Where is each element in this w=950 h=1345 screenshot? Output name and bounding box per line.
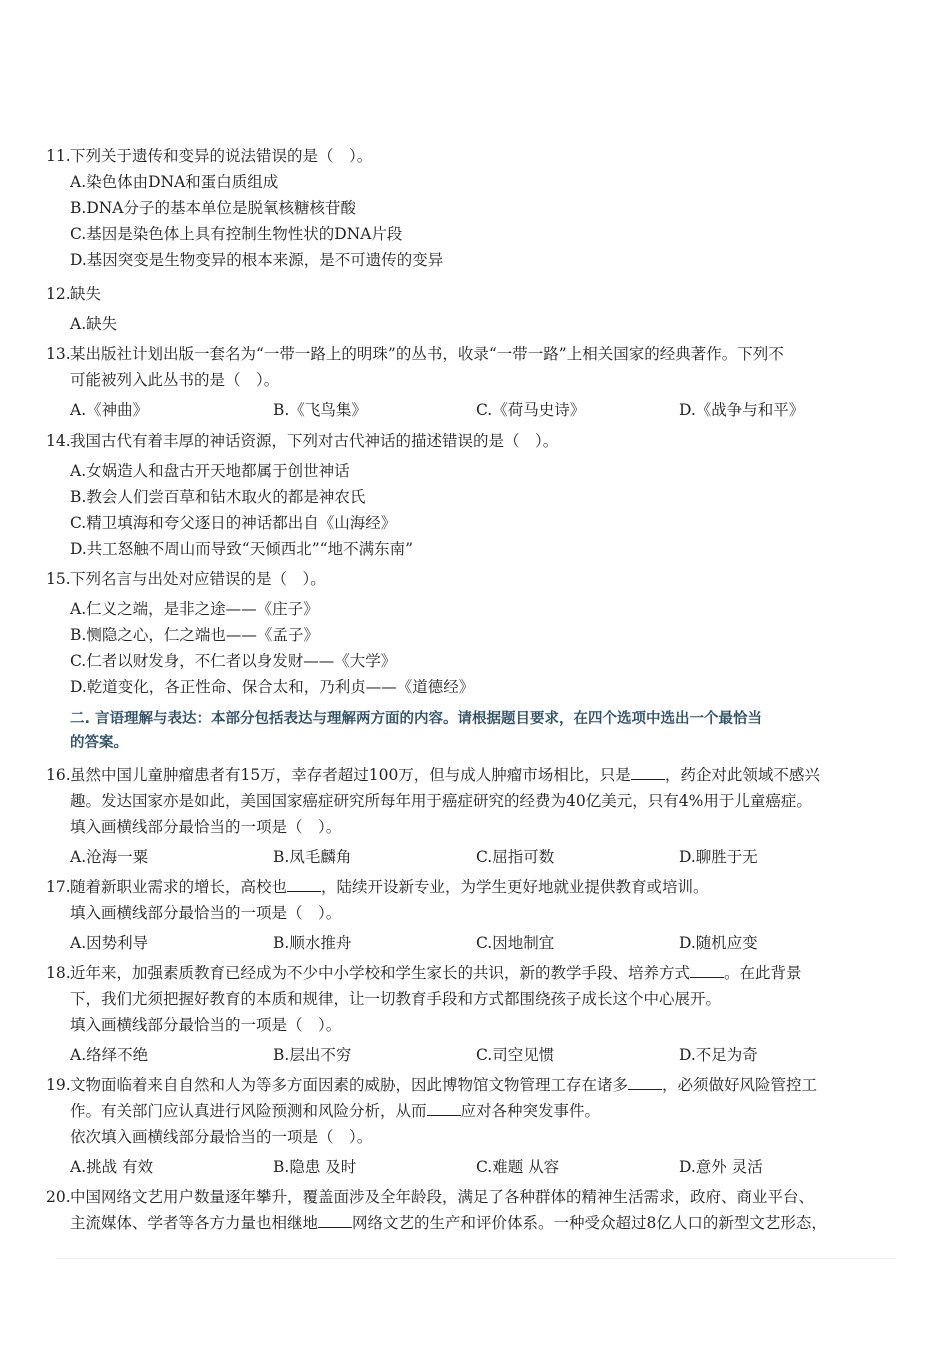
question-stem-line2: 趣。发达国家亦是如此，美国国家癌症研究所每年用于癌症研究的经费为40亿美元，只有4%用于儿童癌症。 — [70, 792, 812, 810]
question-number: 17. — [46, 878, 71, 896]
option-b[interactable]: B.层出不穷 — [273, 1046, 352, 1064]
question-stem-line2: 作。有关部门应认真进行风险预测和风险分析，从而 — [70, 1102, 427, 1120]
question-prompt: 依次填入画横线部分最恰当的一项是（ ）。 — [70, 1128, 373, 1146]
options-list — [46, 311, 886, 337]
question-stem: 随着新职业需求的增长，高校也 — [70, 878, 288, 896]
question-stem-cont: ，必须做好风险管控工 — [662, 1076, 818, 1094]
option-d[interactable]: D.乾道变化，各正性命、保合太和，乃利贞——《道德经》 — [70, 678, 475, 696]
question-stem-cont: ，陆续开设新专业，为学生更好地就业提供教育或培训。 — [321, 878, 709, 896]
options-list — [46, 1154, 886, 1180]
question-number: 13. — [46, 345, 71, 363]
question-number: 15. — [46, 570, 71, 588]
question-prompt: 填入画横线部分最恰当的一项是（ ）。 — [70, 1016, 342, 1034]
option-b[interactable]: B.凤毛麟角 — [273, 848, 352, 866]
option-c[interactable]: C.屈指可数 — [476, 848, 555, 866]
options-list — [46, 458, 886, 562]
question-stem: 下列名言与出处对应错误的是（ ）。 — [70, 570, 326, 588]
question-14 — [46, 428, 886, 562]
question-number: 12. — [46, 285, 71, 303]
option-c[interactable]: C.司空见惯 — [476, 1046, 555, 1064]
question-number: 16. — [46, 766, 71, 784]
question-stem: 缺失 — [70, 285, 102, 303]
option-c[interactable]: C.难题 从容 — [476, 1158, 560, 1176]
option-a[interactable]: A.挑战 有效 — [70, 1158, 154, 1176]
question-stem-line2: 下，我们尤须把握好教育的本质和规律，让一切教育手段和方式都围绕孩子成长这个中心展开。 — [70, 990, 722, 1008]
question-18 — [46, 960, 886, 1068]
question-stem: 某出版社计划出版一套名为“一带一路上的明珠”的丛书，收录“一带一路”上相关国家的经典著作。下列不 — [70, 345, 784, 363]
question-stem-line2-cont: 应对各种突发事件。 — [460, 1102, 601, 1120]
question-stem-line2: 可能被列入此丛书的是（ ）。 — [70, 371, 280, 389]
question-15 — [46, 566, 886, 700]
option-b[interactable]: B.隐患 及时 — [273, 1158, 357, 1176]
option-a[interactable]: A.染色体由DNA和蛋白质组成 — [70, 173, 279, 191]
fill-blank — [628, 1073, 662, 1090]
option-d[interactable]: D.基因突变是生物变异的根本来源，是不可遗传的变异 — [70, 251, 444, 269]
option-d[interactable]: D.聊胜于无 — [679, 848, 758, 866]
question-stem-cont: 。在此背景 — [724, 964, 802, 982]
option-c[interactable]: C.基因是染色体上具有控制生物性状的DNA片段 — [70, 225, 403, 243]
fill-blank — [690, 961, 724, 978]
question-stem: 文物面临着来自自然和人为等多方面因素的威胁，因此博物馆文物管理工存在诸多 — [70, 1076, 629, 1094]
question-19 — [46, 1072, 886, 1180]
question-prompt: 填入画横线部分最恰当的一项是（ ）。 — [70, 904, 342, 922]
fill-blank — [318, 1211, 352, 1228]
question-20 — [46, 1184, 886, 1236]
option-d[interactable]: D.不足为奇 — [679, 1046, 758, 1064]
options-list — [46, 397, 886, 423]
options-list — [46, 930, 886, 956]
question-stem-line2-cont: 网络文艺的生产和评价体系。一种受众超过8亿人口的新型文艺形态， — [352, 1214, 827, 1232]
fill-blank — [631, 763, 665, 780]
option-b[interactable]: B.顺水推舟 — [273, 934, 352, 952]
question-stem-line2: 主流媒体、学者等各方力量也相继地 — [70, 1214, 319, 1232]
option-a[interactable]: A.沧海一粟 — [70, 848, 149, 866]
question-stem: 虽然中国儿童肿瘤患者有15万，幸存者超过100万，但与成人肿瘤市场相比，只是 — [70, 766, 631, 784]
option-c[interactable]: C.因地制宜 — [476, 934, 555, 952]
option-d[interactable]: D.随机应变 — [679, 934, 758, 952]
option-c[interactable]: C.精卫填海和夸父逐日的神话都出自《山海经》 — [70, 514, 397, 532]
option-b[interactable]: B.教会人们尝百草和钻木取火的都是神农氏 — [70, 488, 366, 506]
question-prompt: 填入画横线部分最恰当的一项是（ ）。 — [70, 818, 342, 836]
option-d[interactable]: D.共工怒触不周山而导致“天倾西北”“地不满东南” — [70, 540, 413, 558]
question-stem-cont: ，药企对此领域不感兴 — [664, 766, 820, 784]
option-c[interactable]: C.《荷马史诗》 — [476, 401, 586, 419]
fill-blank — [287, 875, 321, 892]
options-list — [46, 169, 886, 273]
page-divider — [56, 1258, 896, 1259]
question-number: 11. — [46, 147, 71, 165]
section-heading — [70, 707, 880, 755]
question-16 — [46, 762, 886, 870]
question-12 — [46, 281, 886, 337]
question-number: 19. — [46, 1076, 71, 1094]
question-17 — [46, 874, 886, 956]
option-a[interactable]: A.络绎不绝 — [70, 1046, 149, 1064]
option-c[interactable]: C.仁者以财发身，不仁者以身发财——《大学》 — [70, 652, 397, 670]
question-stem: 下列关于遗传和变异的说法错误的是（ ）。 — [70, 147, 373, 165]
option-b[interactable]: B.恻隐之心，仁之端也——《孟子》 — [70, 626, 319, 644]
question-stem: 我国古代有着丰厚的神话资源，下列对古代神话的描述错误的是（ ）。 — [70, 432, 559, 450]
option-a[interactable]: A.缺失 — [70, 315, 118, 333]
option-b[interactable]: B.DNA分子的基本单位是脱氧核糖核苷酸 — [70, 199, 357, 217]
option-d[interactable]: D.意外 灵活 — [679, 1158, 763, 1176]
section-heading-line2: 的答案。 — [70, 735, 128, 751]
options-list — [46, 596, 886, 700]
option-a[interactable]: A.女娲造人和盘古开天地都属于创世神话 — [70, 462, 350, 480]
options-list — [46, 844, 886, 870]
question-number: 14. — [46, 432, 71, 450]
section-heading-line1: 二. 言语理解与表达：本部分包括表达与理解两方面的内容。请根据题目要求，在四个选项中选出一个最恰当 — [70, 711, 763, 727]
option-a[interactable]: A.《神曲》 — [70, 401, 149, 419]
question-stem: 近年来，加强素质教育已经成为不少中小学校和学生家长的共识，新的教学手段、培养方式 — [70, 964, 691, 982]
question-number: 20. — [46, 1188, 71, 1206]
question-number: 18. — [46, 964, 71, 982]
question-stem: 中国网络文艺用户数量逐年攀升，覆盖面涉及全年龄段，满足了各种群体的精神生活需求，政府、商业平台、 — [70, 1188, 815, 1206]
option-d[interactable]: D.《战争与和平》 — [679, 401, 805, 419]
option-a[interactable]: A.仁义之端，是非之途——《庄子》 — [70, 600, 319, 618]
question-11 — [46, 143, 886, 273]
options-list — [46, 1042, 886, 1068]
fill-blank-2 — [427, 1099, 461, 1116]
option-a[interactable]: A.因势利导 — [70, 934, 149, 952]
question-13 — [46, 341, 886, 423]
option-b[interactable]: B.《飞鸟集》 — [273, 401, 367, 419]
